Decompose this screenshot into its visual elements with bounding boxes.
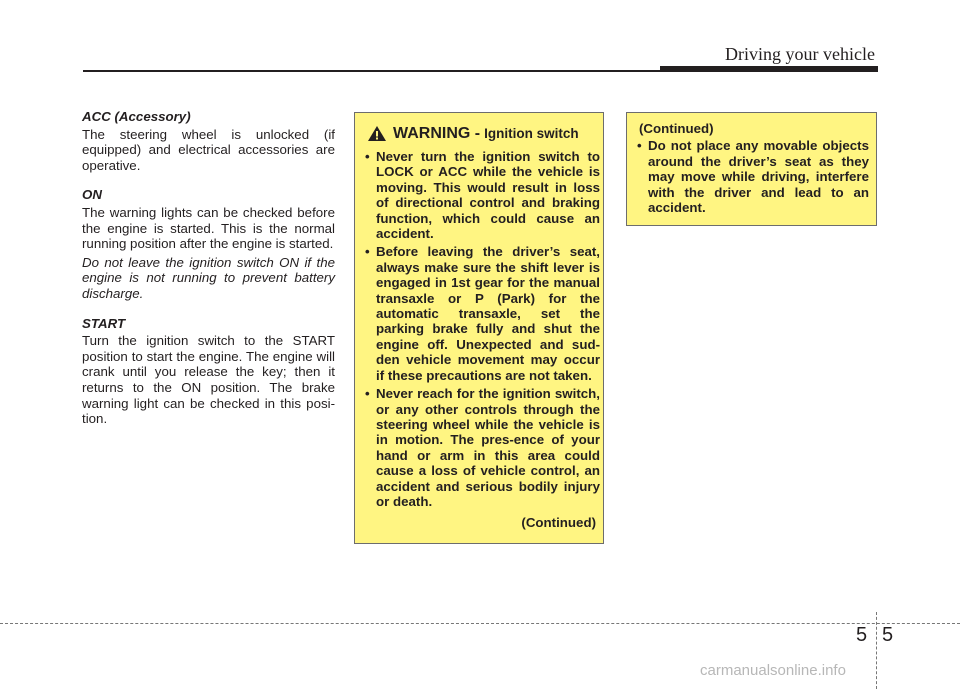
- warning-item: • Before leaving the driver’s seat, always make sure the shift lever is engaged in 1st gear for the manual transaxle or P (Park) for the automatic transaxle, set the parking brake fully and shut the engine off. Unexpected and sud-den vehicle movement may occur if these precautions are not taken.: [365, 244, 600, 383]
- page-header-title: Driving your vehicle: [725, 44, 875, 64]
- watermark: carmanualsonline.info: [700, 662, 846, 679]
- warning-triangle-icon: [367, 125, 387, 142]
- footer-rule: [0, 623, 960, 624]
- warning-item: • Never reach for the ignition switch, or any other controls through the steering wheel while the vehicle is in motion. The pres-ence of your hand or arm in this area could cause a loss of vehicle control, an accident and serious bodily injury or death.: [365, 386, 600, 509]
- continued-note: (Continued): [521, 515, 596, 530]
- section-number: 5: [856, 624, 868, 646]
- continued-item: • Do not place any movable objects around the driver’s seat as they may move while driving, interfere with the driver and lead to an accident.: [637, 138, 869, 216]
- warning-subtitle: Ignition switch: [484, 125, 579, 141]
- bullet-dot: •: [365, 386, 370, 402]
- header-rule-accent: [660, 66, 878, 72]
- acc-text: The steering wheel is unlocked (if equipped) and electrical accessories are operative.: [82, 126, 335, 173]
- footer-divider: [876, 612, 877, 689]
- warning-list: [363, 149, 600, 512]
- left-column: [82, 109, 335, 441]
- page-number: 5: [882, 624, 894, 646]
- acc-heading: ACC (Accessory): [82, 109, 191, 124]
- warning-box: [354, 112, 604, 544]
- on-text: The warning lights can be checked before the engine is started. This is the normal running position after the engine is started.: [82, 204, 335, 252]
- bullet-dot: •: [365, 244, 370, 260]
- warning-item: • Never turn the ignition switch to LOCK or ACC while the vehicle is moving. This would result in loss of directional control and braking function, which could cause an accident.: [365, 149, 600, 242]
- warning-header: [367, 125, 603, 142]
- continued-list: [635, 138, 869, 216]
- on-heading: ON: [82, 187, 102, 203]
- bullet-dot: •: [637, 138, 642, 153]
- continued-label: (Continued): [639, 121, 714, 136]
- on-note: Do not leave the ignition switch ON if the engine is not running to prevent battery discharge.: [82, 254, 335, 301]
- start-heading: START: [82, 315, 126, 331]
- warning-title: WARNING -: [393, 124, 481, 142]
- start-text: Turn the ignition switch to the START position to start the engine. The engine will crank until you release the key; then it returns to the ON position. The brake warning light can be checked in this posi-tion.: [82, 333, 335, 427]
- continued-box: [626, 112, 877, 226]
- bullet-dot: •: [365, 149, 370, 164]
